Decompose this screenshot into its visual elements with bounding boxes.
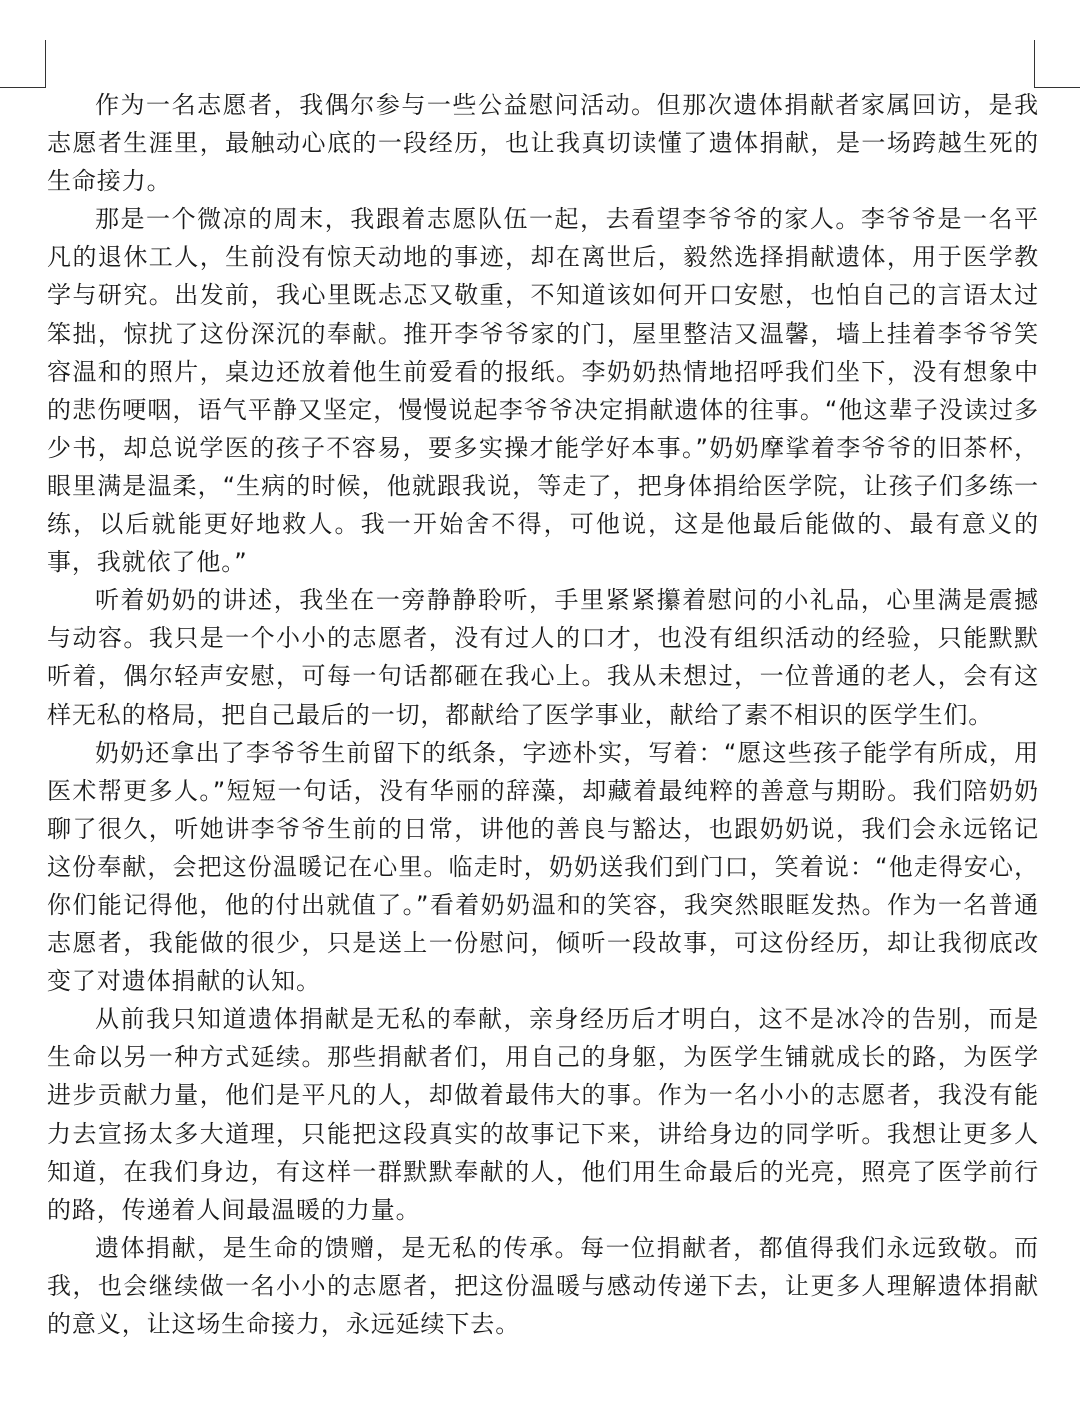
document-body — [47, 86, 1039, 1343]
crop-mark-top-left-vertical — [45, 40, 46, 88]
crop-mark-top-right-horizontal — [1034, 87, 1080, 88]
paragraph-4: 奶奶还拿出了李爷爷生前留下的纸条，字迹朴实，写着：“愿这些孩子能学有所成，用医术帮更多人。”短短一句话，没有华丽的辞藻，却藏着最纯粹的善意与期盼。我们陪奶奶聊了很久，听她讲李爷爷生前的日常，讲他的善良与豁达，也跟奶奶说，我们会永远铭记这份奉献，会把这份温暖记在心里。临走时，奶奶送我们到门口，笑着说：“他走得安心，你们能记得他，他的付出就值了。”看着奶奶温和的笑容，我突然眼眶发热。作为一名普通志愿者，我能做的很少，只是送上一份慰问，倾听一段故事，可这份经历，却让我彻底改变了对遗体捐献的认知。 — [47, 738, 1039, 996]
paragraph-3: 听着奶奶的讲述，我坐在一旁静静聆听，手里紧紧攥着慰问的小礼品，心里满是震撼与动容。我只是一个小小的志愿者，没有过人的口才，也没有组织活动的经验，只能默默听着，偶尔轻声安慰，可每一句话都砸在我心上。我从未想过，一位普通的老人，会有这样无私的格局，把自己最后的一切，都献给了医学事业，献给了素不相识的医学生们。 — [47, 586, 1039, 729]
paragraph-5: 从前我只知道遗体捐献是无私的奉献，亲身经历后才明白，这不是冰冷的告别，而是生命以另一种方式延续。那些捐献者们，用自己的身躯，为医学生铺就成长的路，为医学进步贡献力量，他们是平凡的人，却做着最伟大的事。作为一名小小的志愿者，我没有能力去宣扬太多大道理，只能把这段真实的故事记下来，讲给身边的同学听。我想让更多人知道，在我们身边，有这样一群默默奉献的人，他们用生命最后的光亮，照亮了医学前行的路，传递着人间最温暖的力量。 — [47, 1005, 1039, 1224]
paragraph-2: 那是一个微凉的周末，我跟着志愿队伍一起，去看望李爷爷的家人。李爷爷是一名平凡的退休工人，生前没有惊天动地的事迹，却在离世后，毅然选择捐献遗体，用于医学教学与研究。出发前，我心里既忐忑又敬重，不知道该如何开口安慰，也怕自己的言语太过笨拙，惊扰了这份深沉的奉献。推开李爷爷家的门，屋里整洁又温馨，墙上挂着李爷爷笑容温和的照片，桌边还放着他生前爱看的报纸。李奶奶热情地招呼我们坐下，没有想象中的悲伤哽咽，语气平静又坚定，慢慢说起李爷爷决定捐献遗体的往事。“他这辈子没读过多少书，却总说学医的孩子不容易，要多实操才能学好本事。”奶奶摩挲着李爷爷的旧茶杯，眼里满是温柔，“生病的时候，他就跟我说，等走了，把身体捐给医学院，让孩子们多练一练，以后就能更好地救人。我一开始舍不得，可他说，这是他最后能做的、最有意义的事，我就依了他。” — [47, 205, 1039, 577]
paragraph-1: 作为一名志愿者，我偶尔参与一些公益慰问活动。但那次遗体捐献者家属回访，是我志愿者生涯里，最触动心底的一段经历，也让我真切读懂了遗体捐献，是一场跨越生死的生命接力。 — [47, 91, 1039, 196]
crop-mark-top-right-vertical — [1034, 40, 1035, 88]
paragraph-6: 遗体捐献，是生命的馈赠，是无私的传承。每一位捐献者，都值得我们永远致敬。而我，也会继续做一名小小的志愿者，把这份温暖与感动传递下去，让更多人理解遗体捐献的意义，让这场生命接力，永远延续下去。 — [47, 1233, 1039, 1338]
crop-mark-top-left-horizontal — [0, 87, 46, 88]
